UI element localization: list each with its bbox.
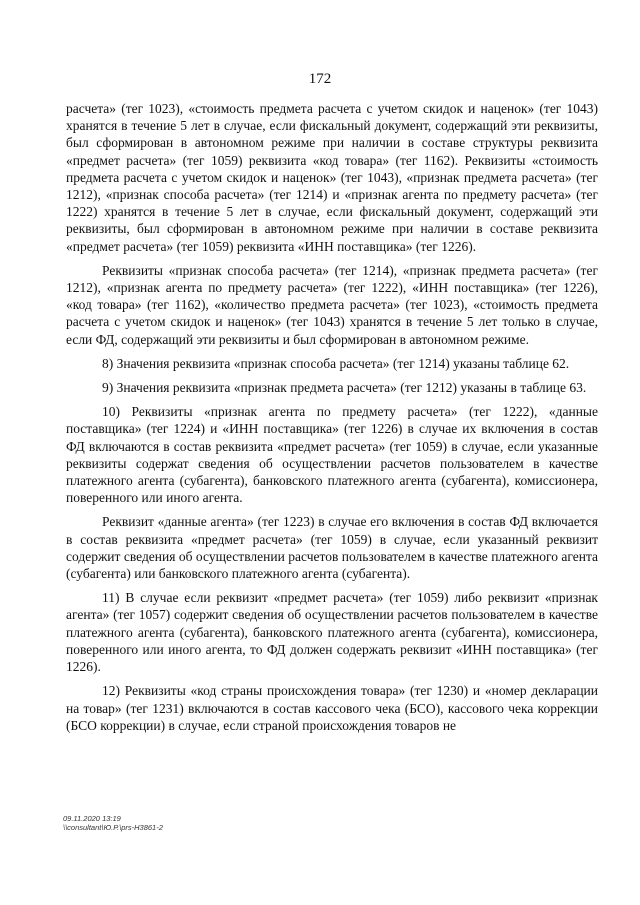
footer-stamp bbox=[63, 814, 163, 832]
paragraph: 9) Значения реквизита «признак предмета расчета» (тег 1212) указаны в таблице 63. bbox=[102, 380, 587, 396]
paragraph: Реквизит «данные агента» (тег 1223) в случае его включения в состав ФД включается в состав реквизита «предмет расчета» (тег 1059) в случае, если указанный реквизит содержит сведения об осуществлении расчетов пользователем в качестве платежного агента (субагента) или банковского платежного агента (субагента). bbox=[66, 514, 598, 582]
paragraph: Реквизиты «признак способа расчета» (тег 1214), «признак предмета расчета» (тег 1212), «признак агента по предмету расчета» (тег 1222), «ИНН поставщика» (тег 1226), «код товара» (тег 1162), «количество предмета расчета» (тег 1023), «стоимость предмета расчета с учетом скидок и наценок» (тег 1043) хранятся в течение 5 лет только в случае, если ФД, содержащий эти реквизиты и был сформирован в автономном режиме. bbox=[66, 262, 598, 347]
footer-code: \\consultant\Ю.Р.\prs-Н3861-2 bbox=[63, 823, 163, 832]
paragraph: 11) В случае если реквизит «предмет расчета» (тег 1059) либо реквизит «признак агента» (тег 1057) содержит сведения об осуществлении расчетов пользователем в качестве платежного агента (субагента), банковского платежного агента (субагента), комиссионера, поверенного или иного агента, то ФД должен содержать реквизит «ИНН поставщика» (тег 1226). bbox=[66, 590, 598, 675]
paragraph: расчета» (тег 1023), «стоимость предмета расчета с учетом скидок и наценок» (тег 1043) хранятся в течение 5 лет в случае, если фискальный документ, содержащий эти реквизиты, был сформирован в автономном режиме при наличии в составе структуры реквизита «предмет расчета» (тег 1059) реквизита «код товара» (тег 1162). Реквизиты «стоимость предмета расчета с учетом скидок и наценок» (тег 1043), «признак предмета расчета» (тег 1212), «признак способа расчета» (тег 1214) и «признак агента по предмету расчета» (тег 1222) хранятся в течение 5 лет в случае, если фискальный документ, содержащий эти реквизиты, был сформирован в автономном режиме при наличии в составе реквизита «предмет расчета» (тег 1059) реквизита «ИНН поставщика» (тег 1226). bbox=[66, 101, 598, 254]
paragraph: 8) Значения реквизита «признак способа расчета» (тег 1214) указаны таблице 62. bbox=[102, 355, 570, 371]
paragraph: 12) Реквизиты «код страны происхождения товара» (тег 1230) и «номер декларации на товар» (тег 1231) включаются в состав кассового чека (БСО), кассового чека коррекции (БСО коррекции) в случае, если страной происхождения товаров не bbox=[66, 683, 598, 733]
document-body bbox=[66, 100, 598, 741]
footer-date: 09.11.2020 13:19 bbox=[63, 814, 121, 823]
page-number: 172 bbox=[308, 71, 332, 87]
paragraph: 10) Реквизиты «признак агента по предмету расчета» (тег 1222), «данные поставщика» (тег 1224) и «ИНН поставщика» (тег 1226) в случае их включения в состав ФД включаются в состав реквизита «предмет расчета» (тег 1059) в случае, если указанные реквизиты содержат сведения об осуществлении расчетов пользователем в качестве платежного агента (субагента), банковского платежного агента (субагента), комиссионера, поверенного или иного агента. bbox=[66, 404, 598, 506]
